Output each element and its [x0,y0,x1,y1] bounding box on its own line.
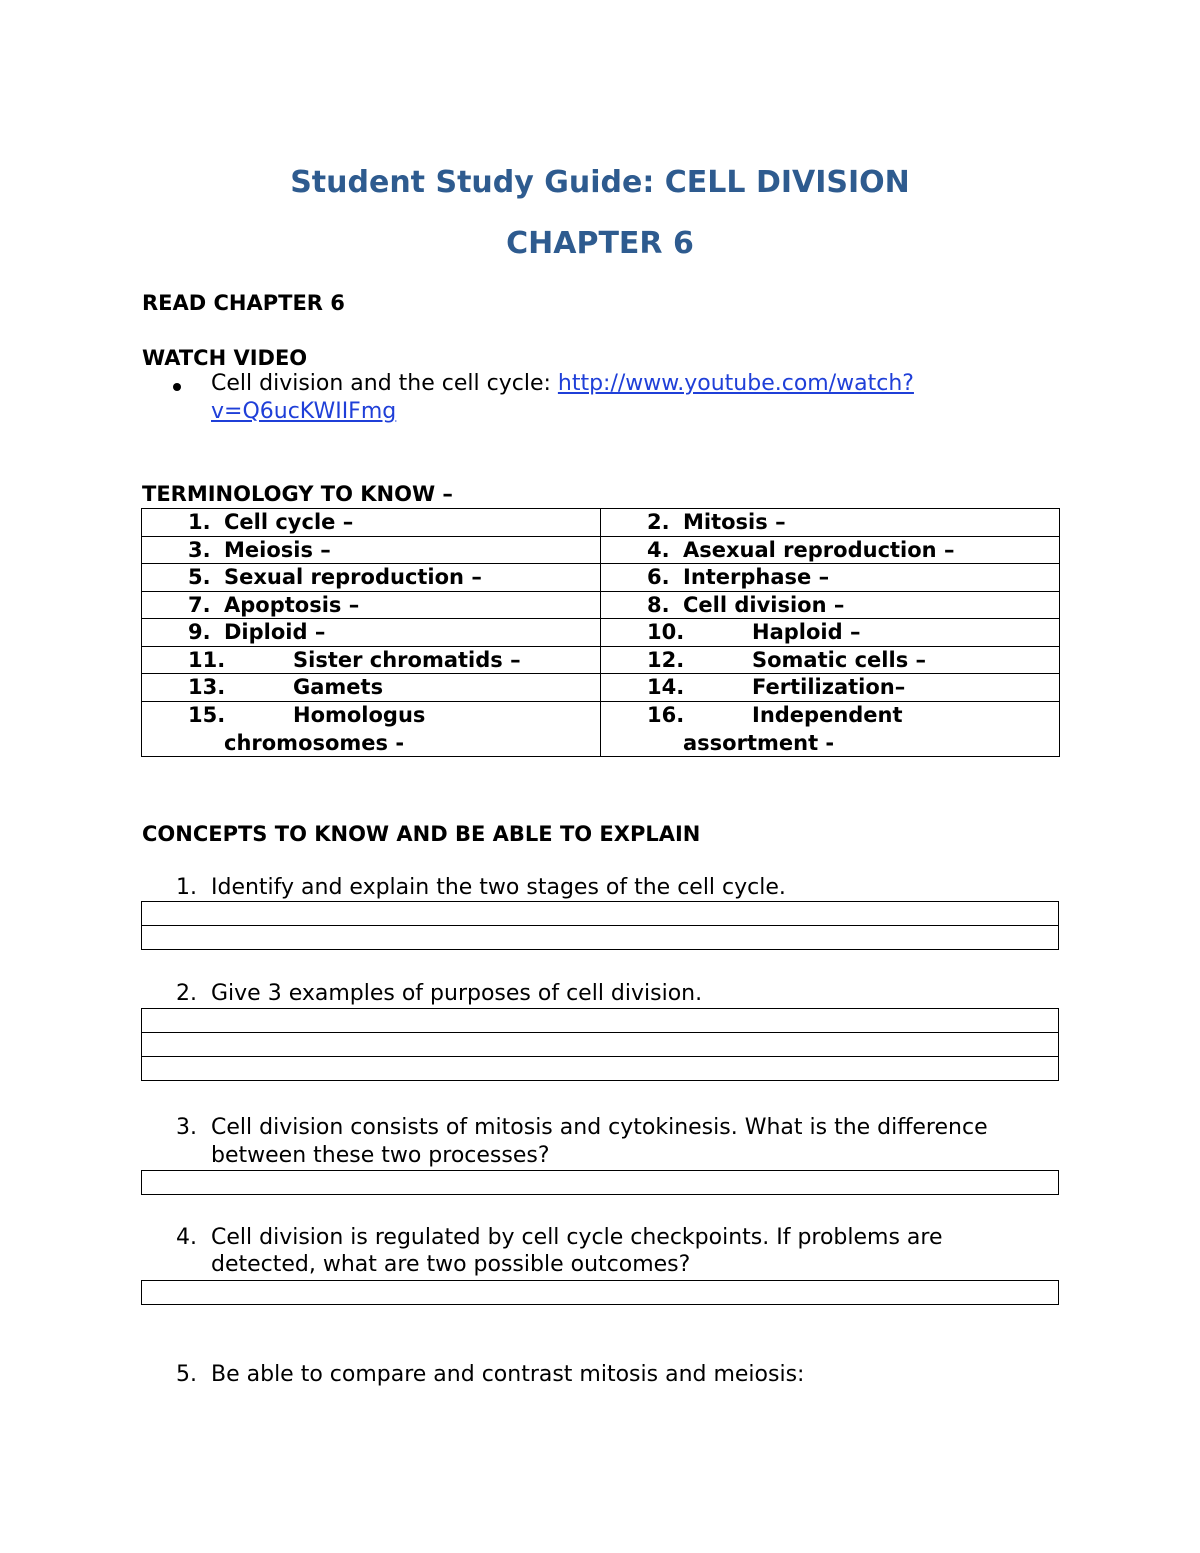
question-number: 1. [176,875,197,900]
question-text: Identify and explain the two stages of the cell cycle. [211,875,786,900]
question-number: 4. [176,1225,197,1250]
answer-box [141,1170,1059,1195]
term-number: 14. [647,675,685,699]
term-cell [142,564,601,592]
term-cell [601,646,1060,674]
table-row [142,564,1060,592]
answer-box [141,901,1059,950]
term-text: Apoptosis – [224,592,360,617]
page-title: Student Study Guide: CELL DIVISION [290,165,910,200]
term-number: 10. [647,620,685,644]
term-text: Cell division – [683,592,845,617]
term-number: 6. [647,565,670,589]
question-text-cont: between these two processes? [211,1143,550,1168]
term-cell [142,536,601,564]
term-cell [142,646,601,674]
term-cell [601,564,1060,592]
term-cell [142,509,601,537]
answer-box [141,1280,1059,1305]
answer-line[interactable] [142,902,1059,926]
term-text: Cell cycle – [224,510,354,534]
term-text: Asexual reproduction – [683,537,955,562]
table-row [142,509,1060,537]
table-row [142,619,1060,647]
table-row [142,701,1060,756]
question-text: Cell division consists of mitosis and cytokinesis. What is the difference [211,1115,988,1140]
answer-line[interactable] [142,1281,1059,1305]
term-cell [601,674,1060,702]
term-text: Diploid – [224,620,326,644]
term-text-cont: assortment - [683,730,835,755]
question-text: Give 3 examples of purposes of cell division. [211,981,703,1006]
table-row [142,536,1060,564]
term-number: 11. [188,647,226,672]
term-number: 7. [188,592,211,617]
term-number: 2. [647,510,670,534]
term-text: Fertilization– [752,675,906,699]
answer-line[interactable] [142,1009,1059,1033]
watch-heading: WATCH VIDEO [142,346,308,370]
term-cell [601,591,1060,619]
term-text: Somatic cells – [752,647,926,672]
chapter-heading: CHAPTER 6 [506,226,694,261]
video-link-cont[interactable]: v=Q6ucKWIIFmg [211,399,397,424]
term-text: Homologus [293,702,426,727]
table-row [142,591,1060,619]
video-item [211,371,914,396]
table-row [142,674,1060,702]
term-number: 5. [188,565,211,589]
answer-box [141,1008,1059,1081]
answer-line[interactable] [142,1033,1059,1057]
answer-line[interactable] [142,926,1059,950]
term-cell [601,509,1060,537]
concepts-heading: CONCEPTS TO KNOW AND BE ABLE TO EXPLAIN [142,822,701,846]
question-number: 5. [176,1362,197,1387]
question-text: Be able to compare and contrast mitosis and meiosis: [211,1362,805,1387]
term-text: Sister chromatids – [293,647,521,672]
question-number: 2. [176,981,197,1006]
terminology-heading: TERMINOLOGY TO KNOW – [142,482,453,506]
answer-line[interactable] [142,1171,1059,1195]
term-number: 16. [647,702,685,727]
term-cell [601,701,1060,756]
term-number: 8. [647,592,670,617]
term-cell [601,536,1060,564]
video-label: Cell division and the cell cycle: [211,371,558,396]
term-text: Independent [752,702,903,727]
term-text: Sexual reproduction – [224,565,482,589]
term-text-cont: chromosomes - [224,730,405,755]
term-text: Meiosis – [224,537,331,562]
term-text: Mitosis – [683,510,786,534]
term-cell [142,674,601,702]
video-link[interactable]: http://www.youtube.com/watch? [557,371,914,396]
term-number: 1. [188,510,211,534]
term-cell [142,591,601,619]
table-row [142,646,1060,674]
term-number: 3. [188,537,211,562]
answer-line[interactable] [142,1057,1059,1081]
bullet-icon [173,383,181,391]
term-number: 9. [188,620,211,644]
term-text: Interphase – [683,565,830,589]
question-number: 3. [176,1115,197,1140]
term-cell [142,701,601,756]
term-number: 12. [647,647,685,672]
read-heading: READ CHAPTER 6 [142,291,345,315]
term-cell [142,619,601,647]
term-number: 15. [188,702,226,727]
term-number: 4. [647,537,670,562]
term-text: Gamets [293,675,384,699]
term-text: Haploid – [752,620,861,644]
question-text-cont: detected, what are two possible outcomes? [211,1252,691,1277]
term-number: 13. [188,675,226,699]
term-cell [601,619,1060,647]
question-text: Cell division is regulated by cell cycle checkpoints. If problems are [211,1225,943,1250]
terminology-table [141,508,1060,757]
